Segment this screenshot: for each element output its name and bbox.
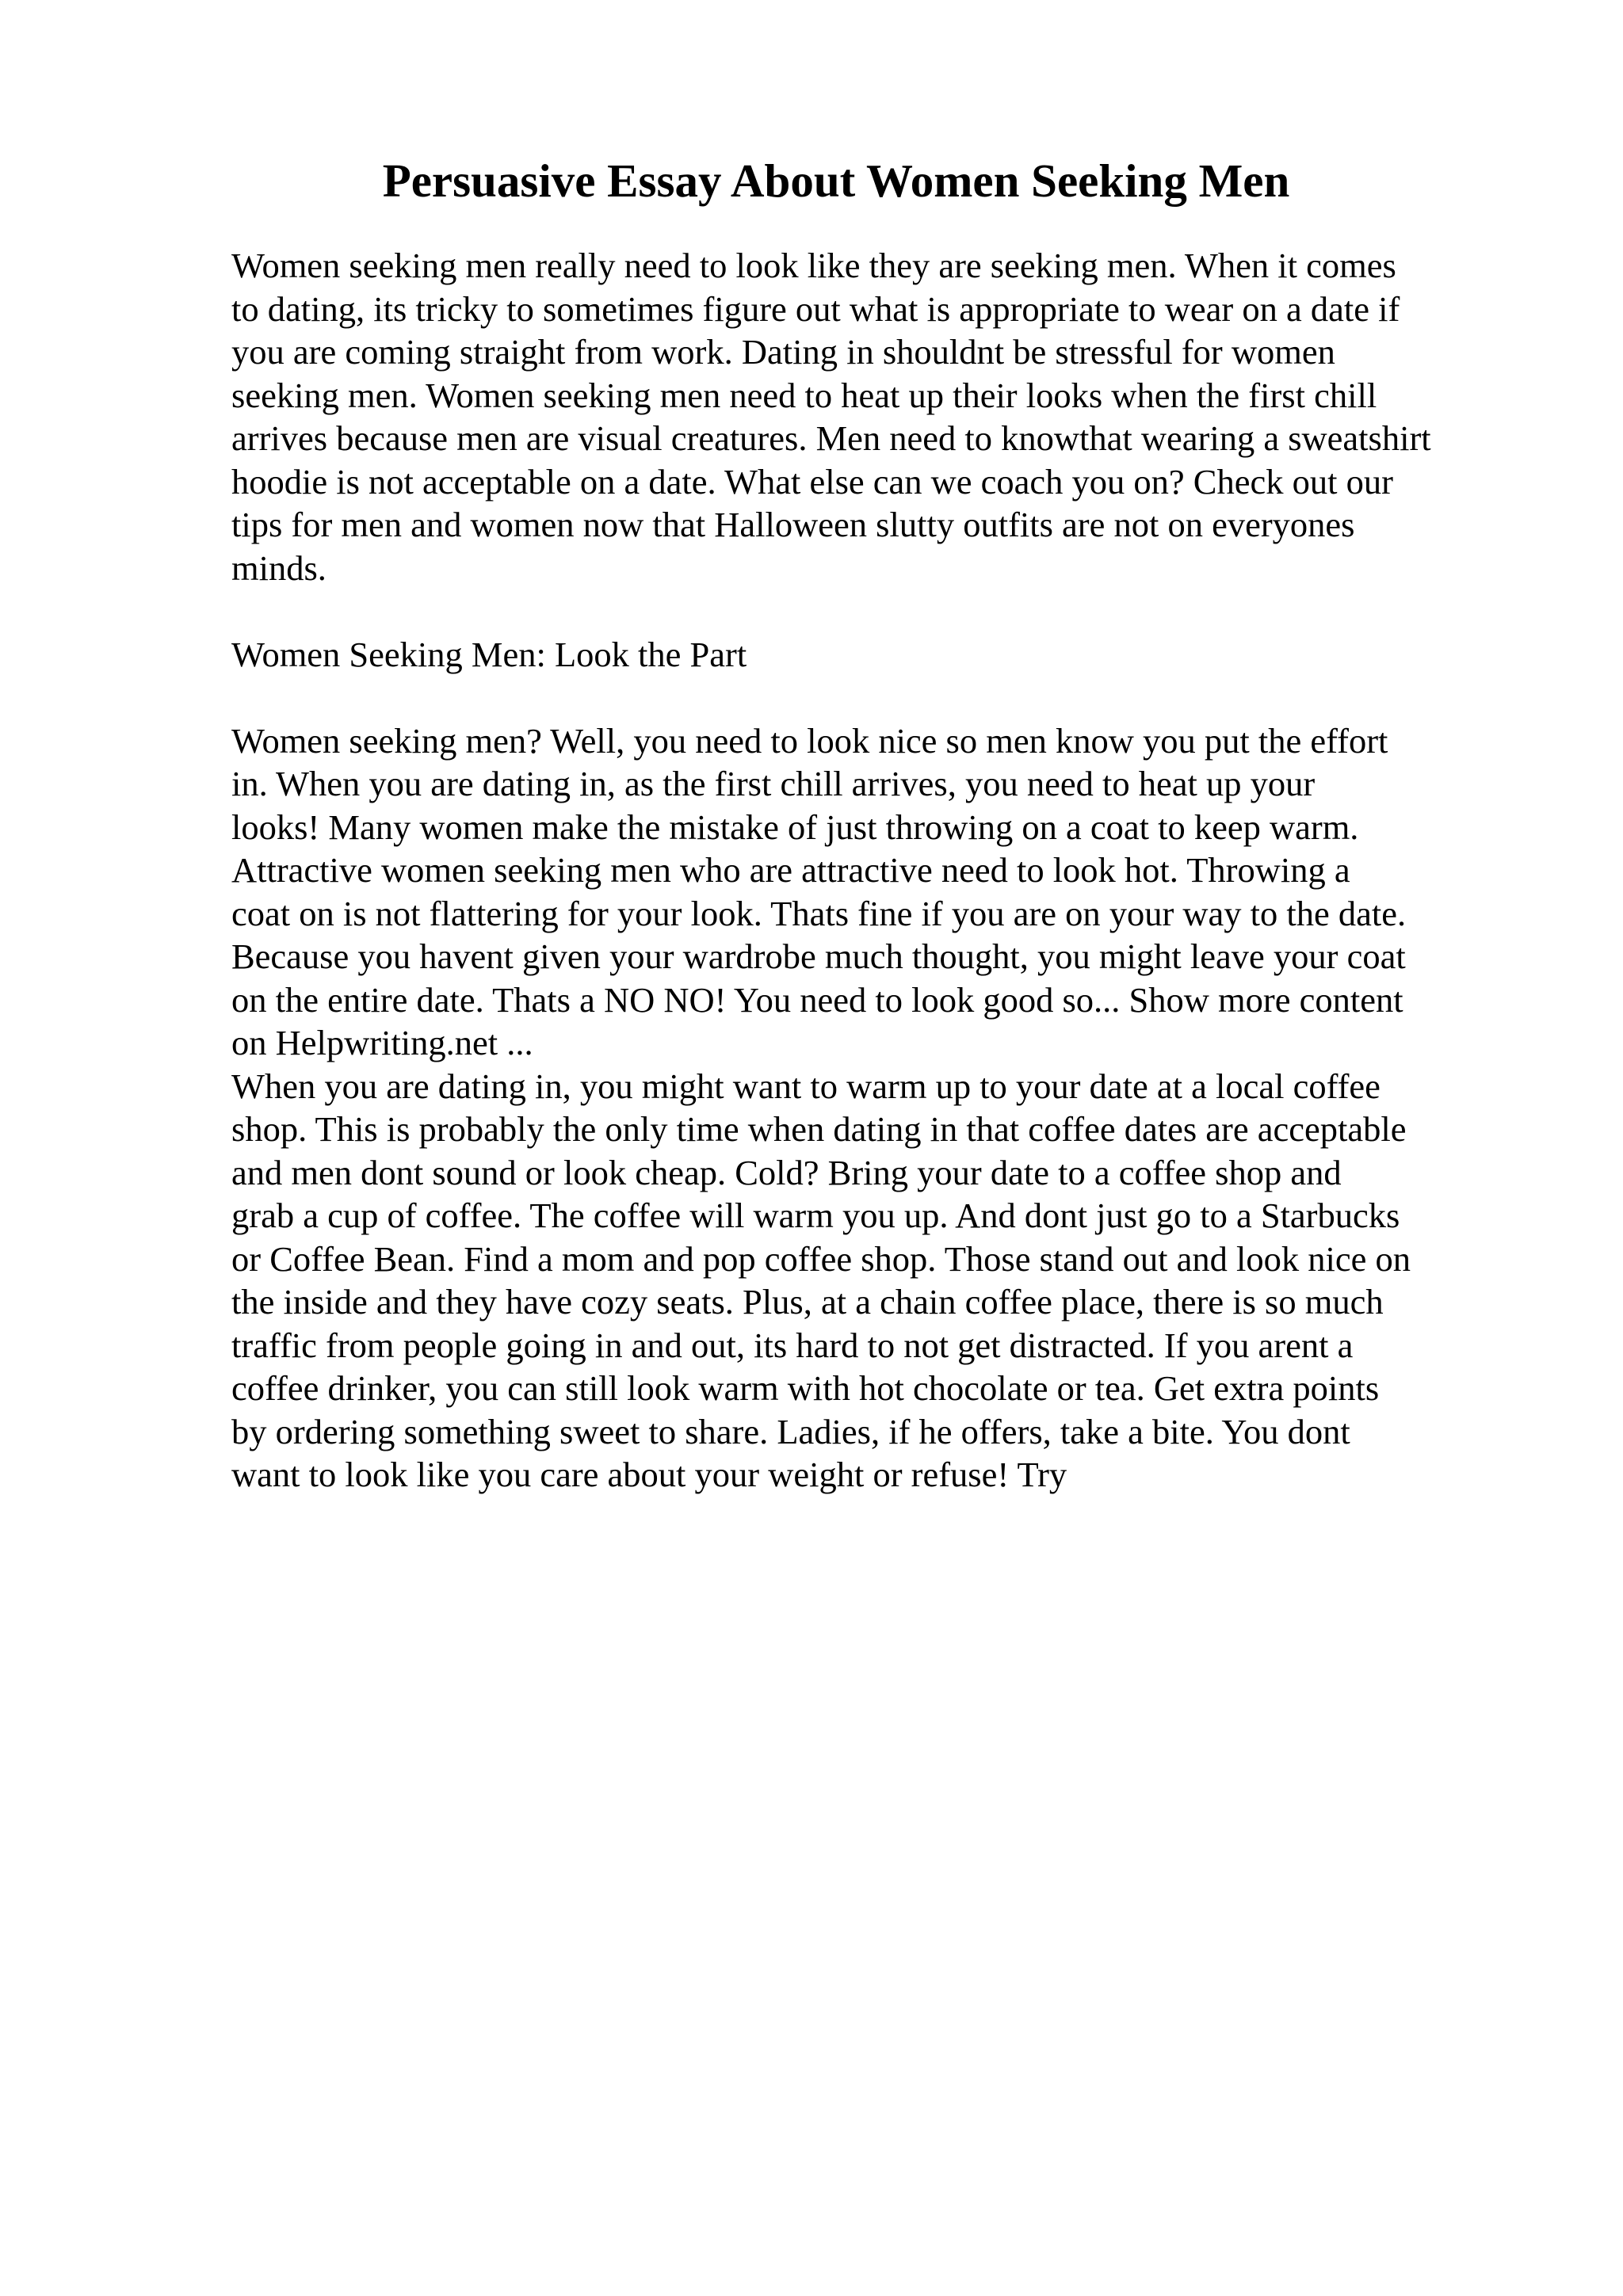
paragraph-intro: [231, 244, 1579, 589]
paragraph-line: seeking men. Women seeking men need to heat up their looks when the first chill: [231, 375, 1377, 415]
paragraph-line: and men dont sound or look cheap. Cold? Bring your date to a coffee shop and: [231, 1152, 1342, 1192]
paragraph-line: you are coming straight from work. Dating in shouldnt be stressful for women: [231, 332, 1335, 372]
paragraph-line: When you are dating in, you might want to warm up to your date at a local coffee: [231, 1066, 1381, 1106]
paragraph-line: to dating, its tricky to sometimes figure out what is appropriate to wear on a date if: [231, 288, 1400, 329]
paragraph-line: on the entire date. Thats a NO NO! You need to look good so... Show more content: [231, 979, 1403, 1020]
paragraph-line: shop. This is probably the only time when dating in that coffee dates are acceptable: [231, 1109, 1407, 1149]
paragraph-line: by ordering something sweet to share. Ladies, if he offers, take a bite. You dont: [231, 1411, 1350, 1451]
paragraph-line: traffic from people going in and out, its hard to not get distracted. If you arent a: [231, 1325, 1354, 1365]
paragraph-spacer: [231, 676, 1579, 719]
paragraph-line: the inside and they have cozy seats. Plus, at a chain coffee place, there is so much: [231, 1282, 1384, 1322]
paragraph-line: on Helpwriting.net ...: [231, 1023, 533, 1062]
page-title: Persuasive Essay About Women Seeking Men: [382, 154, 1290, 207]
paragraph-line: coat on is not flattering for your look. Thats fine if you are on your way to the date.: [231, 893, 1407, 933]
paragraph-line: tips for men and women now that Halloween slutty outfits are not on everyones: [231, 505, 1355, 544]
paragraph-line: hoodie is not acceptable on a date. What else can we coach you on? Check out our: [231, 461, 1393, 502]
document-body: [231, 244, 1579, 1497]
section-subheading: Women Seeking Men: Look the Part: [231, 634, 747, 674]
paragraph-line: grab a cup of coffee. The coffee will warm you up. And dont just go to a Starbucks: [231, 1196, 1400, 1235]
paragraph-line: Women seeking men really need to look like they are seeking men. When it comes: [231, 246, 1396, 285]
paragraph-coffee-date: [231, 1065, 1579, 1497]
paragraph-line: want to look like you care about your weight or refuse! Try: [231, 1455, 1067, 1494]
paragraph-line: looks! Many women make the mistake of just throwing on a coat to keep warm.: [231, 807, 1359, 847]
paragraph-line: minds.: [231, 547, 327, 588]
paragraph-line: or Coffee Bean. Find a mom and pop coffee shop. Those stand out and look nice on: [231, 1238, 1411, 1279]
paragraph-look-the-part: [231, 719, 1579, 1065]
paragraph-line: coffee drinker, you can still look warm with hot chocolate or tea. Get extra points: [231, 1368, 1380, 1408]
paragraph-spacer: [231, 589, 1579, 633]
paragraph-line: Women seeking men? Well, you need to look nice so men know you put the effort: [231, 720, 1388, 761]
paragraph-line: in. When you are dating in, as the first chill arrives, you need to heat up your: [231, 764, 1316, 803]
paragraph-line: Because you havent given your wardrobe much thought, you might leave your coat: [231, 936, 1406, 976]
paragraph-line: Attractive women seeking men who are attractive need to look hot. Throwing a: [231, 850, 1350, 890]
paragraph-line: arrives because men are visual creatures. Men need to knowthat wearing a sweatshirt: [231, 418, 1431, 458]
